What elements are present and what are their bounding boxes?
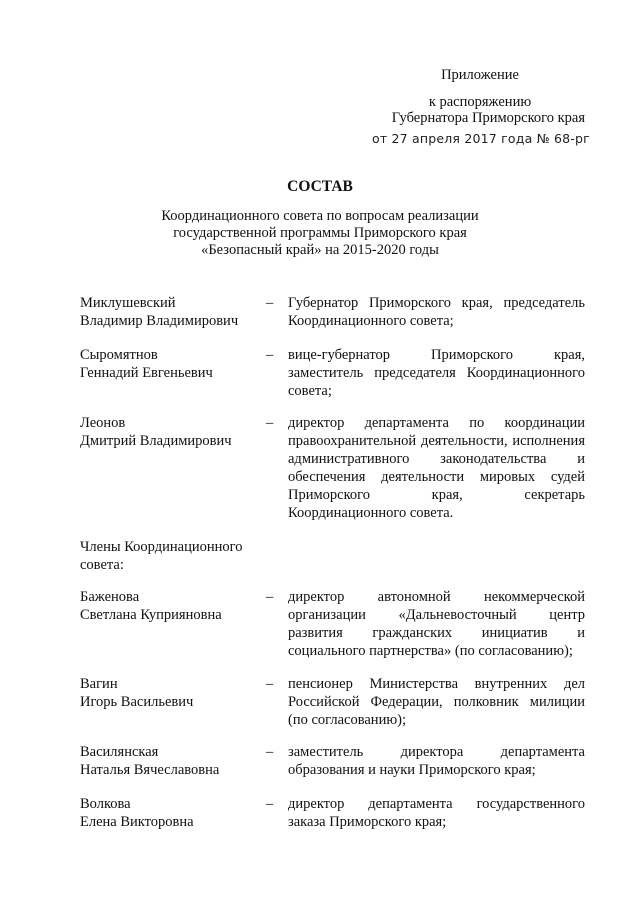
leader-role: Губернатор Приморского края, председатель Координационного совета; (288, 295, 585, 329)
leader-surname: Миклушевский (80, 295, 176, 311)
member-name (80, 588, 260, 624)
order-date: от 27 апреля 2017 года № 68-рг (372, 131, 590, 146)
member-name (80, 675, 260, 711)
dash-separator: – (266, 796, 274, 812)
leader-given-names: Дмитрий Владимирович (80, 433, 232, 449)
member-surname: Баженова (80, 589, 140, 605)
leader-name (80, 346, 260, 382)
member-given-names: Наталья Вячеславовна (80, 762, 220, 778)
dash-separator: – (266, 676, 274, 692)
leader-given-names: Владимир Владимирович (80, 313, 239, 329)
member-given-names: Елена Викторовна (80, 814, 194, 830)
member-surname: Волкова (80, 796, 131, 812)
member-role: пенсионер Министерства внутренних дел Российской Федерации, полковник милиции (по согласованию); (288, 676, 585, 728)
dash-separator: – (266, 347, 274, 363)
member-surname: Вагин (80, 676, 118, 692)
leader-role: директор департамента по координации правоохранительной деятельности, исполнения административного законодательства и обеспечения деятельности мировых судей Приморского края, секретарь Координационного совета. (288, 415, 585, 521)
leader-name (80, 414, 260, 450)
leader-given-names: Геннадий Евгеньевич (80, 365, 213, 381)
member-given-names: Игорь Васильевич (80, 694, 194, 710)
appendix-to-order: к распоряжению (428, 94, 532, 110)
dash-separator: – (266, 295, 274, 311)
member-surname: Василянская (80, 744, 159, 760)
member-role: директор департамента государственного заказа Приморского края; (288, 796, 585, 830)
member-name (80, 795, 260, 831)
appendix-label: Приложение (441, 67, 519, 83)
leader-role: вице-губернатор Приморского края, заместитель председателя Координационного совета; (288, 347, 585, 399)
subtitle-line: государственной программы Приморского края (173, 225, 467, 241)
leader-name (80, 294, 260, 330)
subtitle-line: «Безопасный край» на 2015-2020 годы (201, 242, 439, 258)
member-name (80, 743, 260, 779)
member-role: директор автономной некоммерческой организации «Дальневосточный центр развития гражданских инициатив и социального партнерства» (по согласованию); (288, 589, 585, 659)
leader-surname: Леонов (80, 415, 126, 431)
page-title: СОСТАВ (287, 178, 353, 195)
dash-separator: – (266, 589, 274, 605)
dash-separator: – (266, 415, 274, 431)
subtitle-line: Координационного совета по вопросам реализации (161, 208, 479, 224)
members-heading: Члены Координационного совета: (80, 539, 243, 573)
appendix-governor: Губернатора Приморского края (391, 110, 585, 126)
member-role: заместитель директора департамента образования и науки Приморского края; (288, 744, 585, 778)
member-given-names: Светлана Куприяновна (80, 607, 222, 623)
leader-surname: Сыромятнов (80, 347, 158, 363)
dash-separator: – (266, 744, 274, 760)
page-subtitle (120, 208, 520, 259)
